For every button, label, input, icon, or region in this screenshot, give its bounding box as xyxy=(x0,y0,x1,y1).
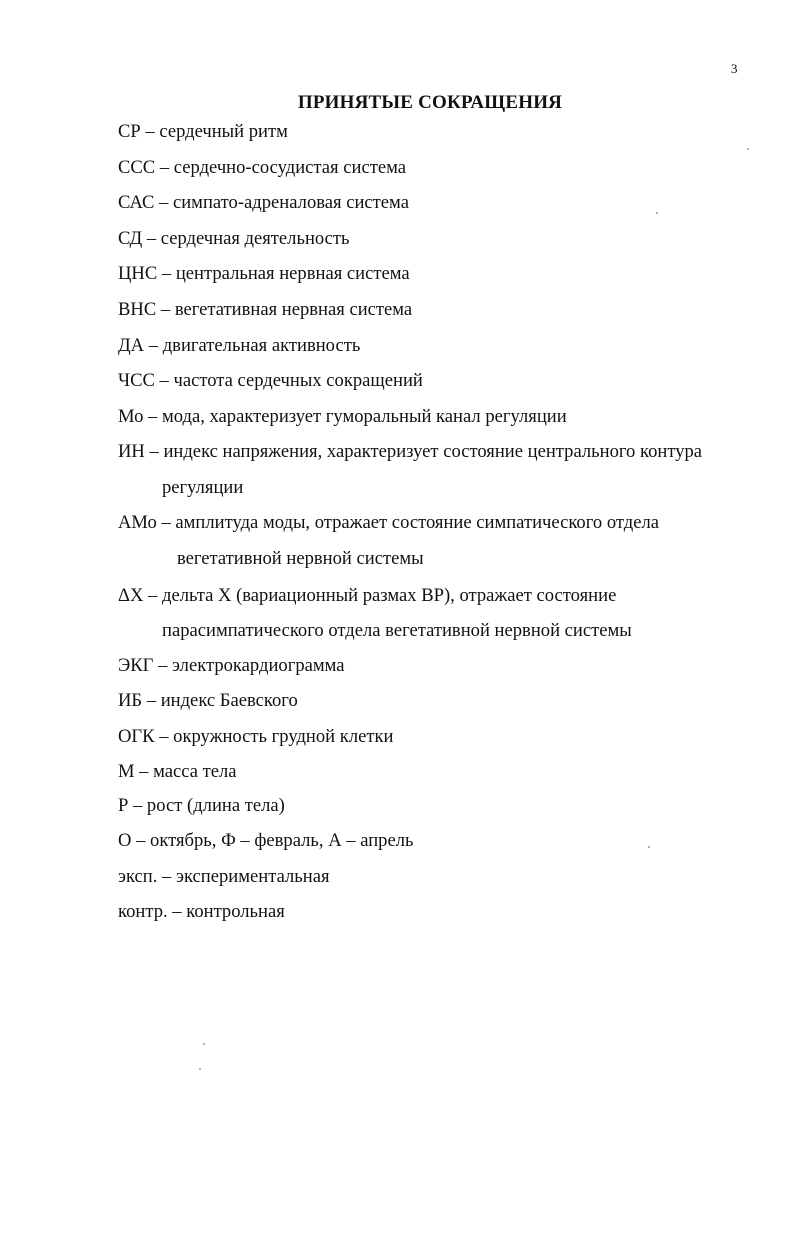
list-item: СР – сердечный ритм xyxy=(118,121,288,142)
page-number: 3 xyxy=(731,61,738,76)
list-item: СД – сердечная деятельность xyxy=(118,228,350,249)
list-item: ДА – двигательная активность xyxy=(118,335,361,356)
list-item-continuation: вегетативной нервной системы xyxy=(177,548,424,569)
scan-speck xyxy=(199,1068,201,1070)
list-item: ИБ – индекс Баевского xyxy=(118,690,298,711)
list-item: ЦНС – центральная нервная система xyxy=(118,263,410,284)
list-item-continuation: парасимпатического отдела вегетативной нервной системы xyxy=(162,620,632,641)
list-item: САС – симпато-адреналовая система xyxy=(118,192,409,213)
list-item: Р – рост (длина тела) xyxy=(118,795,285,816)
list-item: ΔX – дельта X (вариационный размах ВР), отражает состояние xyxy=(118,585,617,606)
list-item: ЭКГ – электрокардиограмма xyxy=(118,655,345,676)
list-item: ССС – сердечно-сосудистая система xyxy=(118,157,406,178)
list-item: эксп. – экспериментальная xyxy=(118,866,330,887)
scan-speck xyxy=(203,1043,205,1045)
list-item: ВНС – вегетативная нервная система xyxy=(118,299,413,320)
list-item: ИН – индекс напряжения, характеризует состояние центрального контура xyxy=(118,441,703,462)
list-item: Мо – мода, характеризует гуморальный канал регуляции xyxy=(118,406,567,427)
list-item: ЧСС – частота сердечных сокращений xyxy=(118,370,423,391)
list-item: контр. – контрольная xyxy=(118,901,285,922)
list-item-continuation: регуляции xyxy=(162,477,244,498)
list-item: ОГК – окружность грудной клетки xyxy=(118,726,394,747)
list-item: О – октябрь, Ф – февраль, А – апрель xyxy=(118,830,414,851)
page-title: ПРИНЯТЫЕ СОКРАЩЕНИЯ xyxy=(297,92,563,113)
scan-speck xyxy=(656,212,658,214)
list-item: М – масса тела xyxy=(118,761,237,782)
list-item: АМо – амплитуда моды, отражает состояние симпатического отдела xyxy=(118,512,660,533)
scan-speck xyxy=(747,148,749,150)
scan-speck xyxy=(648,846,650,848)
